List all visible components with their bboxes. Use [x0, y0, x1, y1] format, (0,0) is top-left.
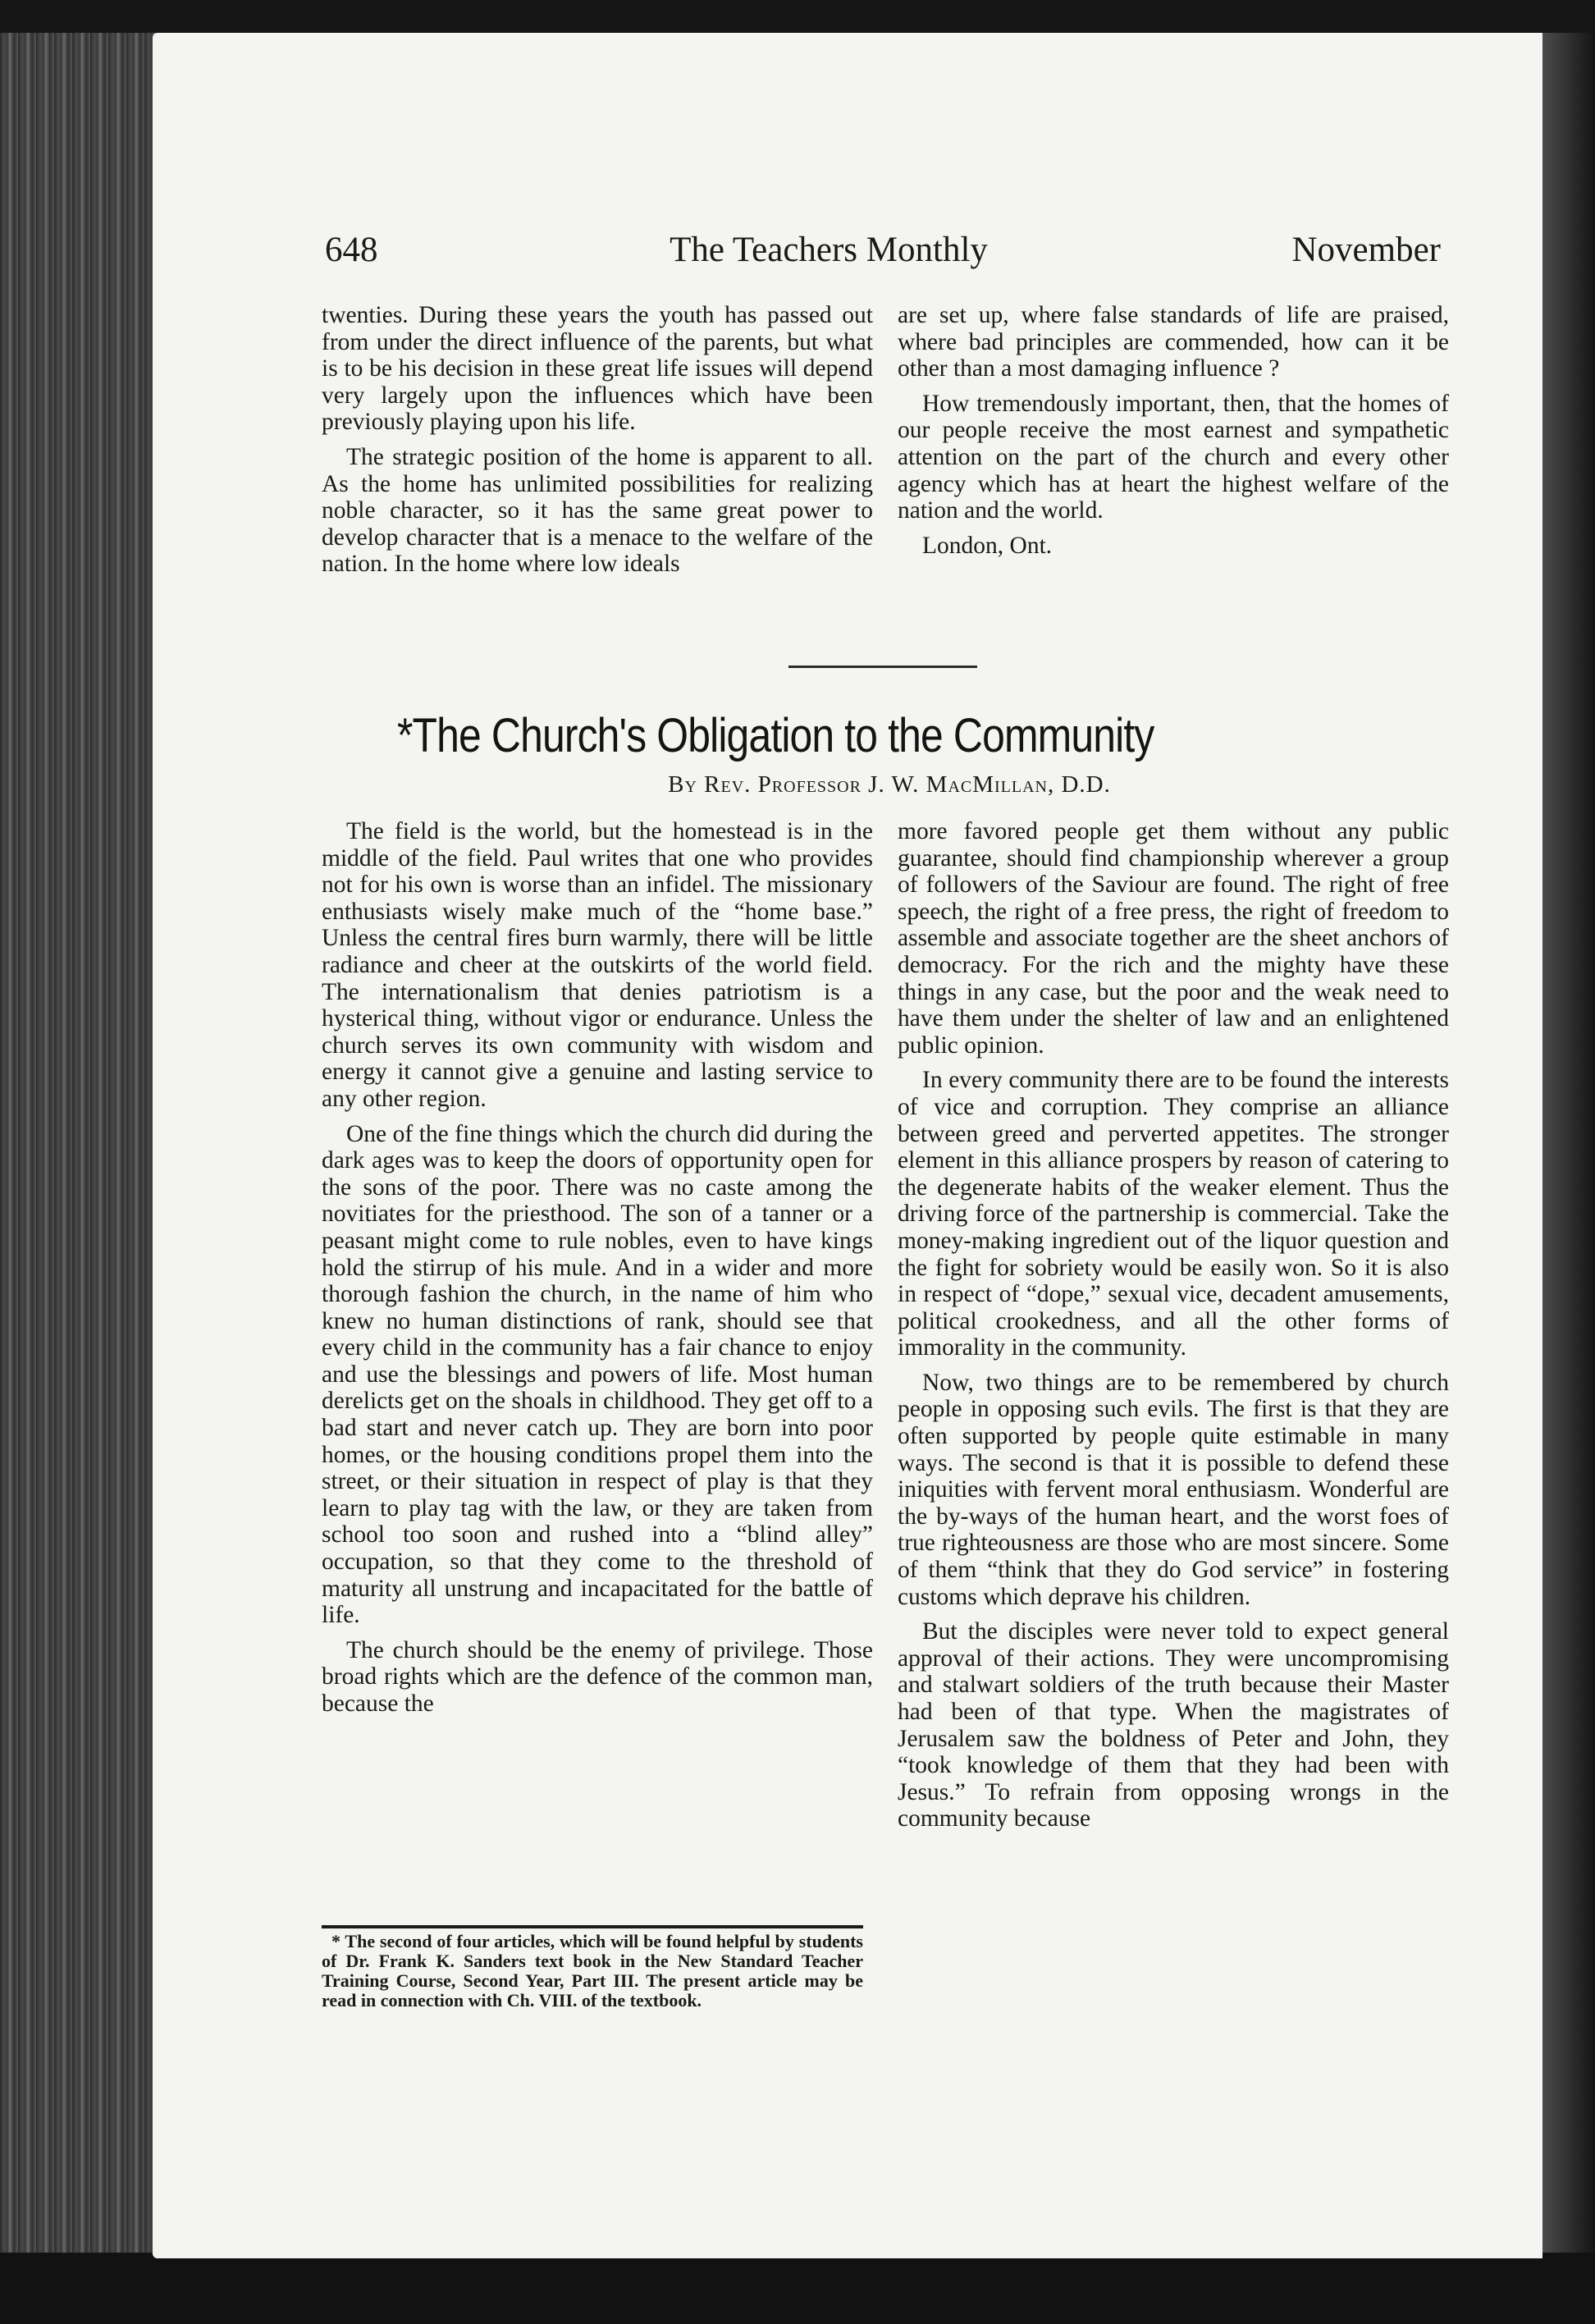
page-right-edge-shadow: [1542, 33, 1595, 2265]
section-divider: [788, 666, 977, 668]
previous-article-left-column: [322, 302, 873, 586]
paragraph: One of the fine things which the church did during the dark ages was to keep the doors of opportunity open for the sons of the poor. There was no caste among the novitiates for the priesthood. The son of a tanner or a peasant might come to rule nobles, even to have kings hold the stirrup of his mule. And in a wider and more thorough fashion the church, in the name of him who knew no human distinctions of rank, should see that every child in the community has a fair chance to enjoy and use the blessings and powers of life. Most human derelicts get on the shoals in childhood. They get off to a bad start and never catch up. They are born into poor homes, or the housing conditions propel them into the street, or their situation in respect of play is that they learn to play tag with the law, or they are taken from school too soon and rushed into a “blind alley” occupation, so that they come to the threshold of maturity all unstrung and incapacitated for the battle of life.: [322, 1120, 873, 1629]
paragraph: The church should be the enemy of privilege. Those broad rights which are the defence of the common man, because the: [322, 1636, 873, 1717]
place-signoff: London, Ont.: [922, 532, 1053, 559]
paragraph: Now, two things are to be remembered by church people in opposing such evils. The first is that they are often supported by people quite estimable in many ways. The second is that it is possible to defend these iniquities with fervent moral enthusiasm. Wonderful are the by-ways of the human heart, and the worst foes of true righteousness are those who are most sincere. Some of them “think that they do God service” in fostering customs which deprave his children.: [898, 1369, 1449, 1610]
article-left-column: [322, 818, 873, 1726]
paragraph: are set up, where false standards of life are praised, where bad principles are commended, how can it be other than a most damaging influence ?: [898, 302, 1449, 382]
running-title: The Teachers Monthly: [670, 231, 988, 269]
page-number: 648: [325, 231, 378, 269]
paragraph: But the disciples were never told to expect general approval of their actions. They were uncompromising and stalwart soldiers of the truth because their Master had been of that type. When the magistrates of Jerusalem saw the boldness of Peter and John, they “took knowledge of them that they had been with Jesus.” To refrain from opposing wrongs in the community because: [898, 1618, 1449, 1832]
previous-article-right-column: [898, 302, 1449, 567]
paragraph: In every community there are to be found the interests of vice and corruption. They comprise an alliance between greed and perverted appetites. The stronger element in this alliance prospers by reason of catering to the degenerate habits of the weaker element. Thus the driving force of the partnership is commercial. Take the money-making ingredient out of the liquor question and the fight for sobriety would be easily won. So it is also in respect of “dope,” sexual vice, decadent amusements, political crookedness, and all the other forms of immorality in the community.: [898, 1067, 1449, 1361]
footnote: * The second of four articles, which will be found helpful by students of Dr. Frank K. Sanders text book in the New Standard Teacher Training Course, Second Year, Part III. The present article may be read in connection with Ch. VIII. of the textbook.: [322, 1931, 863, 2011]
paragraph: more favored people get them without any public guarantee, should find championship wherever a group of followers of the Saviour are found. The right of free speech, the right of a free press, the right of freedom to assemble and associate together are the sheet anchors of democracy. For the rich and the mighty have these things in any case, but the poor and the weak need to have them under the shelter of law and an enlightened public opinion.: [898, 818, 1449, 1059]
paragraph: twenties. During these years the youth has passed out from under the direct influence of the parents, but what is to be his decision in these great life issues will depend very largely upon the influences which have been previously playing upon his life.: [322, 302, 873, 436]
issue-month: November: [1291, 231, 1441, 269]
paragraph: The strategic position of the home is apparent to all. As the home has unlimited possibilities for realizing noble character, so it has the same great power to develop character that is a menace to the welfare of the nation. In the home where low ideals: [322, 443, 873, 578]
footnote-rule: [322, 1925, 863, 1928]
article-title: *The Church's Obligation to the Community: [397, 709, 1154, 762]
scan-bottom-border: [0, 2253, 1595, 2324]
article-byline: By Rev. Professor J. W. MacMillan, D.D.: [668, 771, 1111, 798]
book-binding-edge: [0, 33, 156, 2265]
paragraph: How tremendously important, then, that the homes of our people receive the most earnest and sympathetic attention on the part of the church and every other agency which has at heart the highest welfare of the nation and the world.: [898, 390, 1449, 524]
paragraph: The field is the world, but the homestead is in the middle of the field. Paul writes that one who provides not for his own is worse than an infidel. The missionary enthusiasts wisely make much of the “home base.” Unless the central fires burn warmly, there will be little radiance and cheer at the outskirts of the world field. The internationalism that denies patriotism is a hysterical thing, without vigor or endurance. Unless the church serves its own community with wisdom and energy it cannot give a genuine and lasting service to any other region.: [322, 818, 873, 1112]
article-right-column: [898, 818, 1449, 1841]
